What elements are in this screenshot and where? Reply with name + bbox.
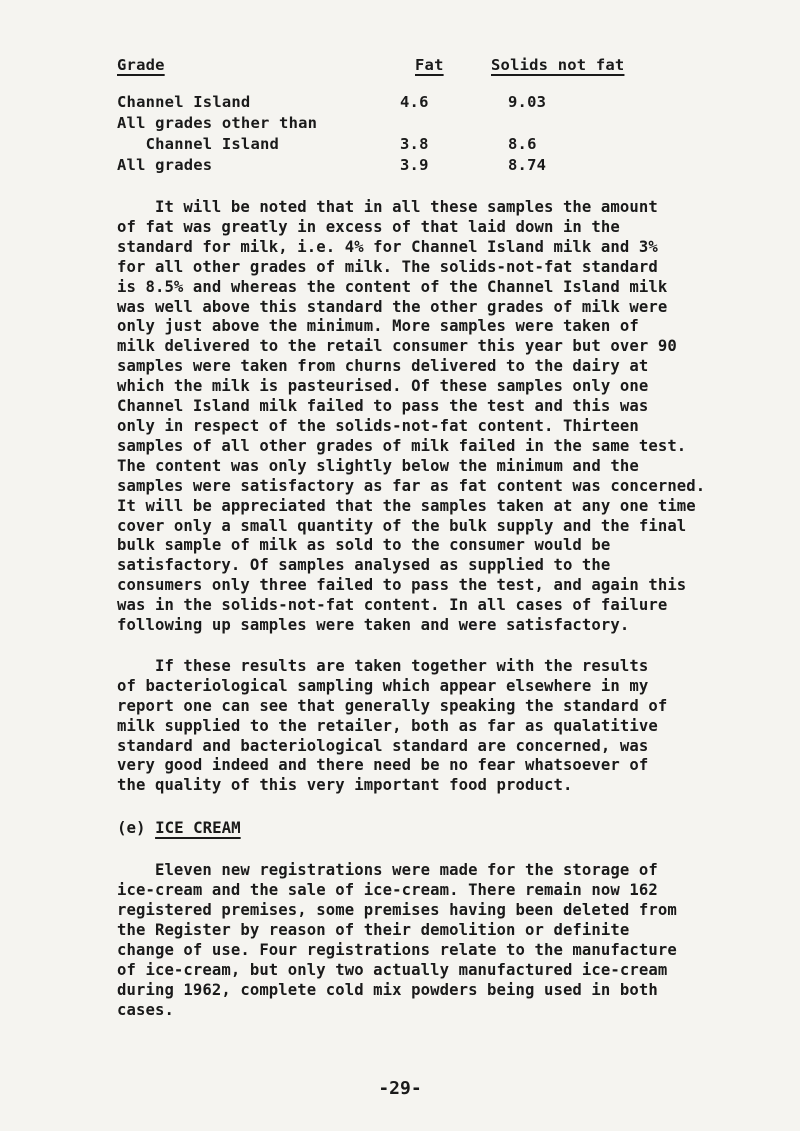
paragraph-milk-samples: It will be noted that in all these samples the amount of fat was greatly in excess of that laid down in the standard for milk, i.e. 4% for Channel Island milk and 3% for all other grades of milk. The solids-not-fat standard is 8.5% and whereas the content of the Channel Island milk was well above this standard the other grades of milk were only just above the minimum. More samples were taken of milk delivered to the retail consumer this year but over 90 samples were taken from churns delivered to the dairy at which the milk is pasteurised. Of these samples only one Channel Island milk failed to pass the test and this was only in respect of the solids-not-fat content. Thirteen samples of all other grades of milk failed in the same test. The content was only slightly below the minimum and the samples were satisfactory as far as fat content was concerned. It will be appreciated that the samples taken at any one time cover only a small quantity of the bulk supply and the final bulk sample of milk as sold to the consumer would be satisfactory. Of samples analysed as supplied to the consumers only three failed to pass the test, and again this was in the solids-not-fat content. In all cases of failure following up samples were taken and were satisfactory. (117, 198, 706, 635)
document-page (117, 52, 757, 1021)
header-grade: Grade (117, 56, 165, 74)
milk-composition-table (117, 52, 757, 176)
table-row (117, 134, 757, 155)
header-fat: Fat (415, 56, 444, 74)
table-row (117, 92, 757, 113)
section-heading (117, 818, 757, 837)
cell-snf: 9.03 (508, 93, 547, 111)
cell-grade: Channel Island (117, 93, 251, 111)
paragraph-ice-cream: Eleven new registrations were made for the storage of ice-cream and the sale of ice-cream. There remain now 162 registered premises, some premises having been deleted from the Register by reason of their demolition or definite change of use. Four registrations relate to the manufacture of ice-cream, but only two actually manufactured ice-cream during 1962, complete cold mix powders being used in both cases. (117, 861, 677, 1019)
section-label: (e) (117, 818, 146, 838)
cell-grade: Channel Island (117, 135, 280, 153)
cell-grade: All grades (117, 156, 213, 174)
page-number: -29- (378, 1078, 422, 1099)
table-row (117, 113, 757, 134)
section-title: ICE CREAM (155, 818, 241, 838)
paragraph-bacteriological: If these results are taken together with the results of bacteriological sampling which appear elsewhere in my report one can see that generally speaking the standard of milk supplied to the retailer, both as far as qualatitive standard and bacteriological standard are concerned, was very good indeed and there need be no fear whatsoever of the quality of this very important food product. (117, 656, 668, 795)
cell-fat: 4.6 (400, 93, 429, 111)
cell-grade: All grades other than (117, 114, 318, 132)
header-snf: Solids not fat (491, 56, 625, 74)
cell-snf: 8.74 (508, 156, 547, 174)
cell-fat: 3.9 (400, 156, 429, 174)
table-row (117, 155, 757, 176)
cell-snf: 8.6 (508, 135, 537, 153)
table-header (117, 52, 757, 84)
cell-fat: 3.8 (400, 135, 429, 153)
